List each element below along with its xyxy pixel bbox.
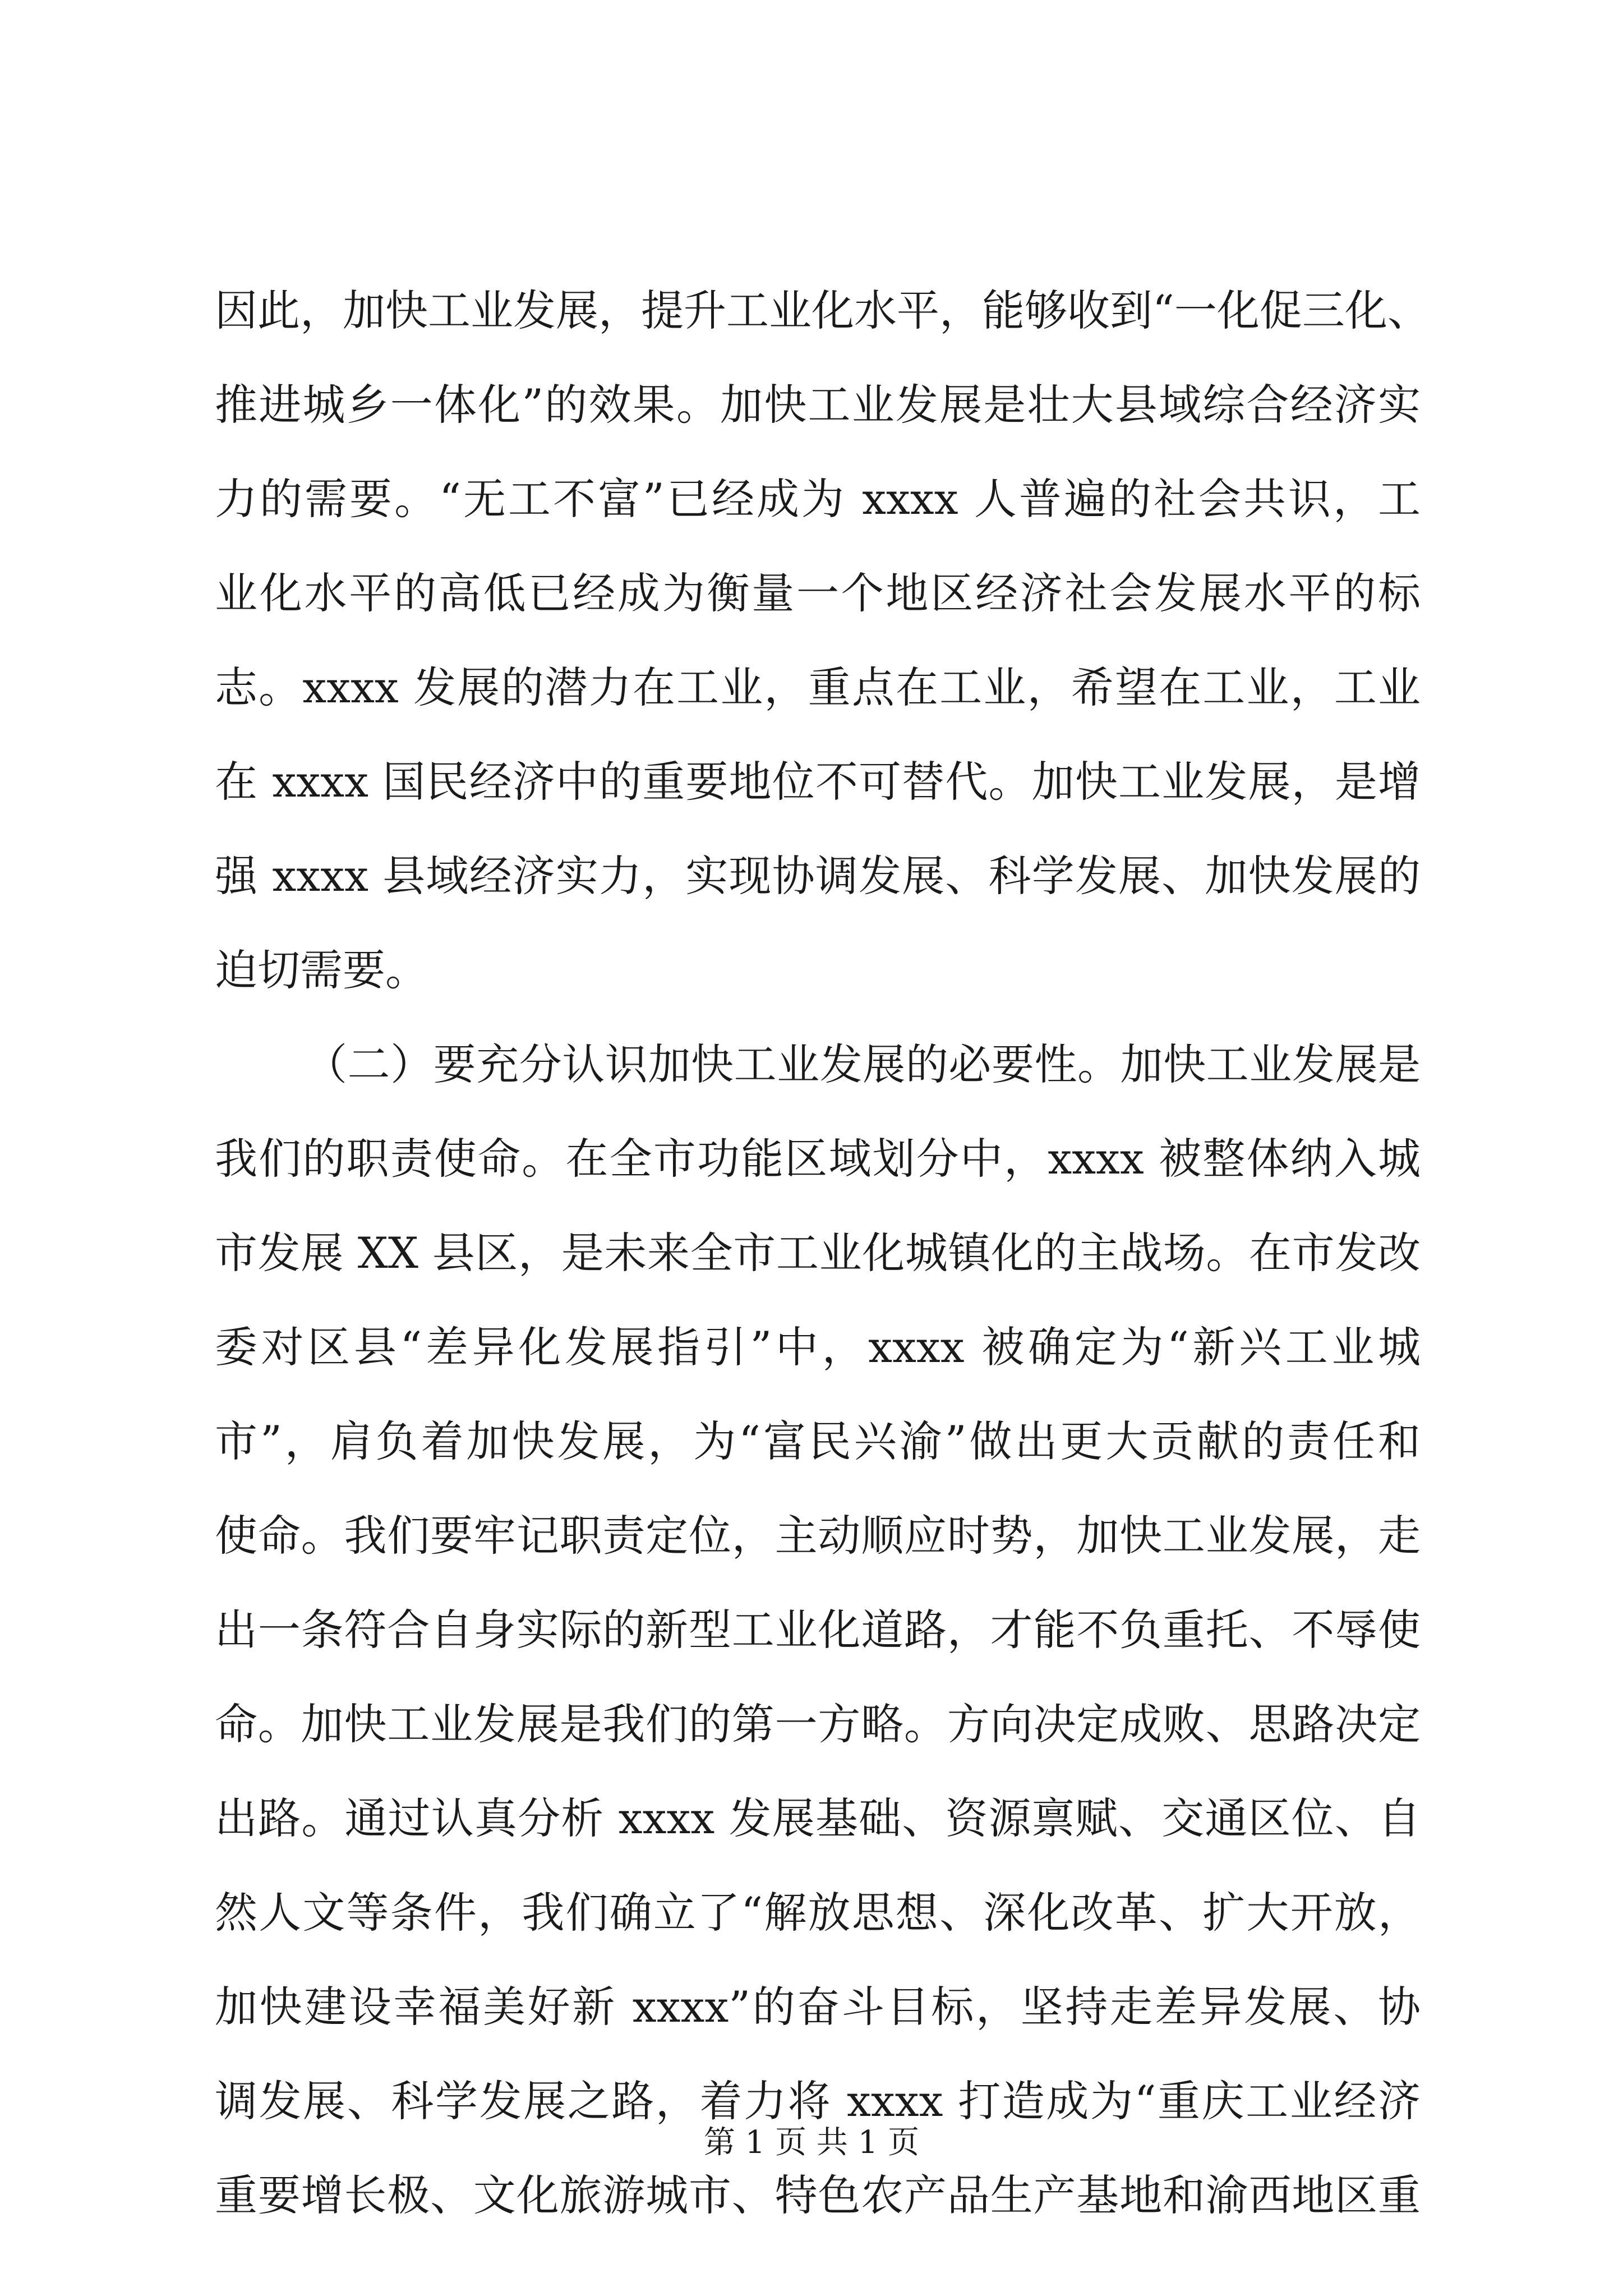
text-line: 因此，加快工业发展，提升工业化水平，能够收到“一化促三化、 [215,286,1430,335]
text-line: 力的需要。“无工不富”已经成为 xxxx 人普遍的社会共识，工 [215,474,1421,524]
text-line: 重要增长极、文化旅游城市、特色农产品生产基地和渝西地区重 [215,2170,1421,2220]
text-line: 市”，肩负着加快发展，为“富民兴渝”做出更大贡献的责任和 [215,1416,1421,1466]
text-line: 志。xxxx 发展的潜力在工业，重点在工业，希望在工业，工业 [215,662,1421,712]
text-line: 在 xxxx 国民经济中的重要地位不可替代。加快工业发展，是增 [215,757,1421,807]
document-body [215,264,1430,2243]
text-line: 我们的职责使命。在全市功能区域划分中，xxxx 被整体纳入城 [215,1134,1421,1184]
text-line: 市发展 XX 县区，是未来全市工业化城镇化的主战场。在市发改 [215,1228,1421,1278]
text-line: 调发展、科学发展之路，着力将 xxxx 打造成为“重庆工业经济 [215,2076,1421,2126]
text-line: 然人文等条件，我们确立了“解放思想、深化改革、扩大开放， [215,1888,1421,1938]
text-line: 委对区县“差异化发展指引”中，xxxx 被确定为“新兴工业城 [215,1322,1421,1372]
text-line: 出一条符合自身实际的新型工业化道路，才能不负重托、不辱使 [215,1605,1421,1655]
text-line: 业化水平的高低已经成为衡量一个地区经济社会发展水平的标 [215,568,1421,618]
page-number-footer: 第 1 页 共 1 页 [703,2124,920,2161]
text-line: 命。加快工业发展是我们的第一方略。方向决定成败、思路决定 [215,1699,1421,1749]
text-line: 推进城乡一体化”的效果。加快工业发展是壮大县域综合经济实 [215,380,1421,430]
text-line: 加快建设幸福美好新 xxxx”的奋斗目标，坚持走差异发展、协 [215,1982,1421,2032]
text-line: 使命。我们要牢记职责定位，主动顺应时势，加快工业发展，走 [215,1511,1421,1561]
paragraph-start-line: （二）要充分认识加快工业发展的必要性。加快工业发展是 [305,1039,1421,1089]
paragraph-end-line: 迫切需要。 [215,945,428,995]
text-line: 强 xxxx 县域经济实力，实现协调发展、科学发展、加快发展的 [215,851,1421,901]
text-line: 出路。通过认真分析 xxxx 发展基础、资源禀赋、交通区位、自 [215,1793,1421,1843]
